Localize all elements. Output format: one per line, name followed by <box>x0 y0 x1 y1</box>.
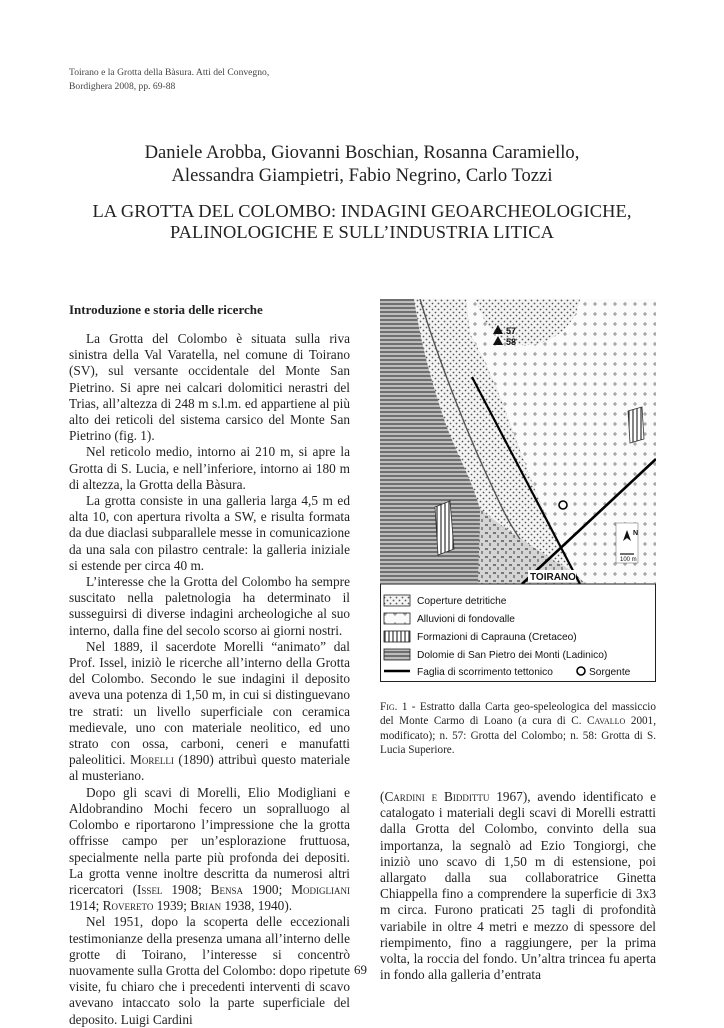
legend-label-alluvium: Alluvioni di fondovalle <box>417 614 515 625</box>
legend-label-scree: Coperture detritiche <box>417 596 507 607</box>
legend-label-dolomite: Dolomie di San Pietro dei Monti (Ladinico) <box>417 650 608 661</box>
citation-bensa-year: 1900; <box>251 881 283 897</box>
town-label: TOIRANO <box>530 572 576 583</box>
paragraph-3: La grotta consiste in una galleria larga 4,5 m ed alta 10, con apertura rivolta a SW, e risulta formata da due diaclasi subparallele messe in comunicazione da una sala con pilastro centrale: la galleria iniziale si estende per circa 40 m. <box>69 493 350 573</box>
title-line-1: LA GROTTA DEL COLOMBO: INDAGINI GEOARCHEOLOGICHE, <box>92 201 632 221</box>
citation-issel: Issel <box>137 881 163 897</box>
citation-cardini-biddittu: Cardini e Biddittu <box>384 789 490 804</box>
authors-line-1: Daniele Arobba, Giovanni Boschian, Rosanna Caramiello, <box>144 142 580 163</box>
cave-57-label: 57 <box>506 326 517 336</box>
citation-bensa: Bensa <box>210 881 244 897</box>
map-cretaceous-formation-2 <box>628 407 644 443</box>
left-column <box>69 325 350 1028</box>
spring-marker-icon <box>559 501 567 509</box>
paragraph-6 <box>69 785 350 915</box>
title-line-2: PALINOLOGICHE E SULL’INDUSTRIA LITICA <box>170 222 554 242</box>
running-header <box>69 66 269 94</box>
citation-issel-year: 1908; <box>171 881 202 897</box>
legend-swatch-dolomite <box>384 649 410 660</box>
citation-rovereto: Rovereto <box>102 898 154 914</box>
citation-modigliani-year: 1914; <box>69 898 100 914</box>
header-line-2: Bordighera 2008, pp. 69-88 <box>69 81 176 92</box>
citation-rovereto-year: 1939; <box>156 898 187 914</box>
section-heading: Introduzione e storia delle ricerche <box>69 302 263 317</box>
paren-open: ( <box>380 789 385 804</box>
citation-brian: Brian <box>190 898 222 914</box>
paragraph-1: La Grotta del Colombo è situata sulla riva sinistra della Val Varatella, nel comune di Toirano (SV), sul versante occidentale del Monte San Pietrino. Si apre nei calcari dolomitici nerastri del Trias, all’altezza di 248 m s.l.m. ed appartiene al più alto dei reticoli del sistema carsico del Monte San Pietrino (fig. 1). <box>69 331 350 444</box>
header-line-1: Toirano e la Grotta della Bàsura. Atti del Convegno, <box>69 67 270 78</box>
paragraph-5-end: (1890) attribuì questo materiale al musteriano. <box>69 752 350 784</box>
paragraph-5-text: Nel 1889, il sacerdote Morelli “animato” dal Prof. Issel, iniziò le ricerche all’interno della Grotta del Colombo. Secondo le sue indagini il deposito aveva una potenza di 1,50 m, in cui si distinguevano tre strati: un livello superficiale con ceramica medievale, uno con materiale neolitico, ed uno strato con ossa, carboni, ceneri e manufatti paleolitici. <box>69 638 350 768</box>
paragraph-continued <box>380 789 656 983</box>
authors-line-2: Alessandra Giampietri, Fabio Negrino, Carlo Tozzi <box>171 165 553 186</box>
caption-text: - Estratto dalla Carta geo-speleologica del massiccio del Monte Carmo di Loano (a cura di C. <box>380 701 656 728</box>
paragraph-6-text: Dopo gli scavi di Morelli, Elio Modigliani e Aldobrandino Mochi fecero un sopralluogo al Colombo e riportarono l’impressione che la grotta offrisse campo per un’esplorazione fruttuosa, specialmente nella parte più profonda dei depositi. La grotta venne inoltre descritta da numerosi altri ricercatori ( <box>69 784 350 897</box>
scale-bar-label: 100 m <box>620 557 637 563</box>
cave-58-label: 58 <box>506 337 517 347</box>
paragraph-7: Nel 1951, dopo la scoperta delle eccezionali testimonianze della presenza umana all’interno delle grotte di Toirano, l’interesse si concentrò nuovamente sulla Grotta del Colombo: dopo ripetute visite, fu chiaro che i precedenti interventi di scavo avevano intaccato solo la parte superficiale del deposito. Luigi Cardini <box>69 914 350 1027</box>
paragraph-4: L’interesse che la Grotta del Colombo ha sempre suscitato nella paletnologia ha determinato il susseguirsi di diverse indagini archeologiche al suo interno, dalla fine del secolo scorso ai giorni nostri. <box>69 574 350 638</box>
legend-label-fault: Faglia di scorrimento tettonico <box>417 667 553 678</box>
north-label: N <box>633 530 639 537</box>
legend-label-capraunа: Formazioni di Capraunа (Cretaceo) <box>417 632 577 643</box>
legend-label-spring: Sorgente <box>589 667 631 678</box>
figure-caption <box>380 700 656 758</box>
citation-modigliani: Modigliani <box>291 881 351 897</box>
caption-figure-label: Fig. 1 <box>380 701 408 713</box>
caption-citation-cavallo: Cavallo <box>587 715 626 728</box>
right-column <box>380 789 656 983</box>
caption-text-end: 2001, modificato); n. 57: Grotta del Colombo; n. 58: Grotta di S. Lucia Superiore. <box>380 715 657 757</box>
paper-title <box>60 201 664 243</box>
legend-spring-icon <box>577 667 585 675</box>
legend-swatch-capraunа <box>384 631 410 642</box>
page-number: 69 <box>354 962 367 977</box>
citation-brian-year: 1938, 1940). <box>224 898 293 914</box>
author-list <box>60 141 664 187</box>
geological-map-figure <box>380 299 656 682</box>
citation-morelli: Morelli <box>130 752 174 768</box>
legend-swatch-scree <box>384 595 410 606</box>
paragraph-2: Nel reticolo medio, intorno ai 210 m, si apre la Grotta di S. Lucia, e nell’inferiore, intorno ai 180 m di altezza, la Grotta della Bàsura. <box>69 444 350 492</box>
paragraph-continued-text: 1967), avendo identificato e catalogato i materiali degli scavi di Morelli estratti dalla Grotta del Colombo, convinto della sua importanza, la segnalò ad Ezio Tongiorgi, che iniziò uno scavo di 1,50 m di estensione, poi allargato dalla sua collaboratrice Ginetta Chiappella fino a comprendere la superficie di 3x3 m circa. Furono praticati 25 tagli di profondità variabile in oltre 4 metri e mezzo di spessore del riempimento, fino a raggiungere, per la prima volta, la roccia del fondo. Un’altra trincea fu aperta in fondo alla galleria d’entrata <box>380 789 656 983</box>
paragraph-5 <box>69 639 350 785</box>
legend-swatch-alluvium <box>384 613 410 624</box>
